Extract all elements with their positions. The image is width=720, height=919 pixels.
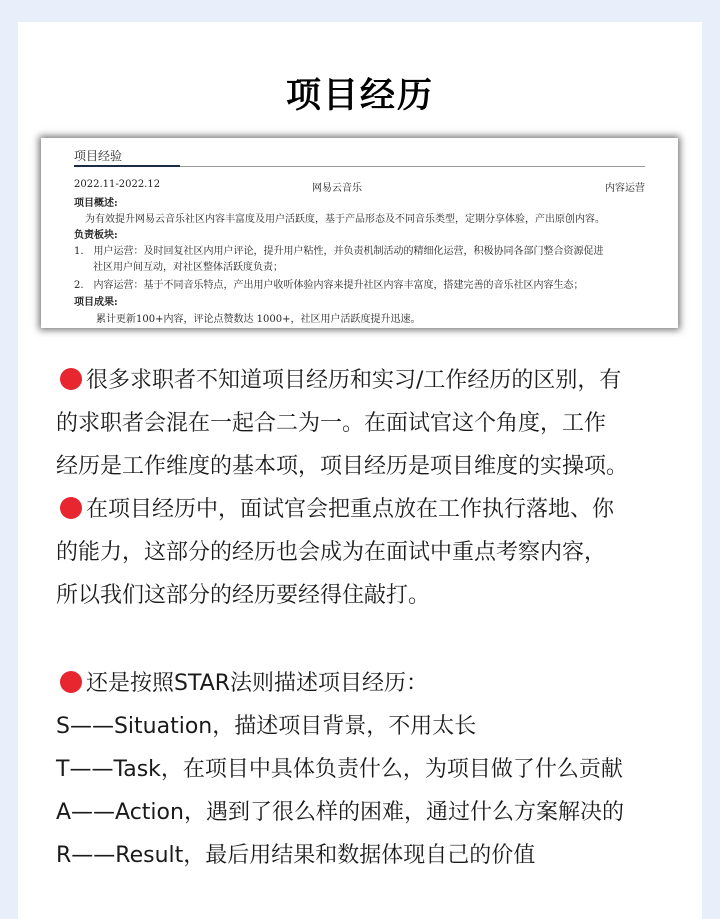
duty-1-cont: 社区用户间互动，对社区整体活跃度负责；: [93, 262, 283, 273]
paragraph-1: 很多求职者不知道项目经历和实习/工作经历的区别，有 的求职者会混在一起合二为一。在面试官这个角度，工作 经历是工作维度的基本项，项目经历是项目维度的实操项。: [56, 368, 629, 479]
resume-section-title: 项目经验: [74, 149, 123, 163]
overview-label: 项目概述:: [74, 198, 118, 209]
duty-2: 2. 内容运营：基于不同音乐特点，产出用户收听体验内容来提升社区内容丰富度，搭建完善的音乐社区内容生态；: [74, 280, 584, 291]
star-r: R——Result，最后用结果和数据体现自己的价值: [56, 843, 536, 868]
resume-role: 内容运营: [605, 183, 645, 194]
paragraph-2: 在项目经历中，面试官会把重点放在工作执行落地、你 的能力，这部分的经历也会成为在面试中重点考察内容， 所以我们这部分的经历要经得住敲打。: [56, 497, 615, 608]
paragraph-3: 还是按照STAR法则描述项目经历： S——Situation，描述项目背景，不用太长 T——Task，在项目中具体负责什么，为项目做了什么贡献 A——Action，遇到了很么样的困难，通过什么方案解决的 R——Result，最后用结果和数据体现自己的价值: [56, 662, 696, 877]
star-s: S——Situation，描述项目背景，不用太长: [56, 714, 477, 739]
divider-accent: [74, 165, 180, 167]
red-bullet-icon: [60, 368, 82, 390]
resume-date: 2022.11-2022.12: [74, 179, 161, 190]
results-label: 项目成果:: [74, 297, 118, 308]
results-text: 累计更新100+内容，评论点赞数达 1000+，社区用户活跃度提升迅速。: [96, 314, 421, 325]
duties-label: 负责板块:: [74, 230, 118, 241]
resume-screenshot: [41, 138, 678, 328]
resume-company: 网易云音乐: [312, 183, 362, 194]
overview-text: 为有效提升网易云音乐社区内容丰富度及用户活跃度，基于产品形态及不同音乐类型，定期分享体验，产出原创内容。: [85, 214, 605, 225]
resume-header-row: [74, 179, 645, 194]
page-title: 项目经历: [285, 76, 434, 116]
page-card: [18, 22, 702, 919]
star-t: T——Task，在项目中具体负责什么，为项目做了什么贡献: [56, 757, 623, 782]
red-bullet-icon: [60, 497, 82, 519]
duty-1: 1. 用户运营：及时回复社区内用户评论，提升用户粘性，并负责机制活动的精细化运营，积极协同各部门整合资源促进: [74, 246, 604, 257]
star-a: A——Action，遇到了很么样的困难，通过什么方案解决的: [56, 800, 624, 825]
red-bullet-icon: [60, 671, 82, 693]
